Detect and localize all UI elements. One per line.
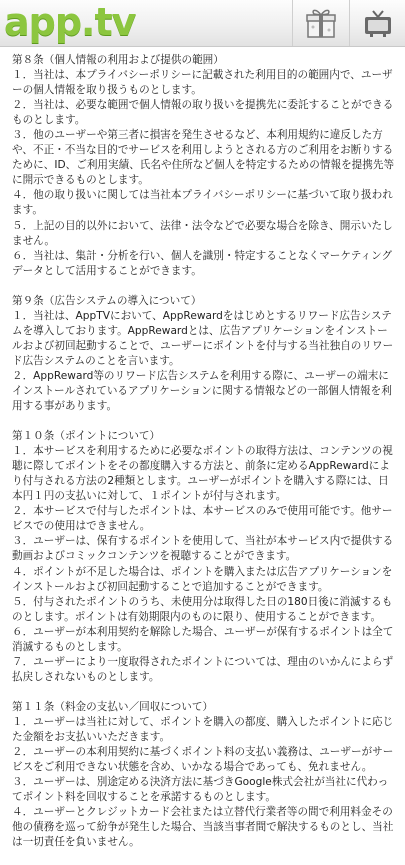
clause-text: ２．ユーザーの本利用契約に基づくポイント料の支払い義務は、ユーザーがサービスをご利用できない状態を含め、いかなる場合であっても、免れません。: [12, 746, 394, 774]
terms-content: [12, 53, 396, 865]
article-11: [12, 700, 396, 850]
article-title: 第１１条（料金の支払い／回収について）: [12, 700, 214, 713]
clause-text: ２．当社は、必要な範囲で個人情報の取り扱いを提携先に委託することができるものとします。: [12, 99, 394, 127]
clause-text: １．本サービスを利用するために必要なポイントの取得方法は、コンテンツの視聴に際してポイントをその都度購入する方法と、前条に定めるAppRewardにより付与される方法の2種類とします。ユーザーがポイントを購入する際には、日本円１円の支払いに対して、１ポイントが付与されます。: [12, 445, 393, 503]
clause-text: ６．ユーザーが本利用契約を解除した場合、ユーザーが保有するポイントは全て消滅するものとします。: [12, 625, 394, 653]
article-8: [12, 53, 396, 279]
article-title: 第９条（広告システムの導入について）: [12, 294, 202, 307]
tv-button[interactable]: [349, 0, 405, 46]
clause-text: ２．AppReward等のリワード広告システムを利用する際に、ユーザーの端末にインストールされているアプリケーションに関する情報などの一部個人情報を利用する事があります。: [12, 369, 392, 413]
clause-text: ３．ユーザーは、別途定める決済方法に基づきGoogle株式会社が当社に代わってポイント料を回収することを承諾するものとします。: [12, 776, 389, 804]
app-logo[interactable]: app.tv: [4, 0, 136, 44]
clause-text: ４．他の取り扱いに関しては当社本プライバシーポリシーに基づいて取り扱われます。: [12, 189, 393, 217]
clause-text: ５．上記の目的以外において、法律・法令などで必要な場合を除き、開示いたしません。: [12, 219, 393, 247]
tv-icon: [362, 8, 394, 38]
article-title: 第１０条（ポイントについて）: [12, 430, 161, 443]
gift-box-icon: [304, 6, 338, 40]
clause-text: ６．当社は、集計・分析を行い、個人を識別・特定することなくマーケティングデータとして活用することができます。: [12, 249, 393, 277]
app-header: [0, 0, 405, 47]
clause-text: ３．ユーザーは、保有するポイントを使用して、当社が本サービス内で提供する動画およびコミックコンテンツを視聴することができます。: [12, 535, 394, 563]
gift-button[interactable]: [292, 0, 349, 46]
article-title: 第８条（個人情報の利用および提供の範囲）: [12, 54, 224, 66]
clause-text: ４．ポイントが不足した場合は、ポイントを購入または広告アプリケーションをインストールおよび初回起動することで追加することができます。: [12, 565, 393, 593]
clause-text: ７．ユーザーにより一度取得されたポイントについては、理由のいかんによらず払戻しされないものとします。: [12, 655, 394, 683]
clause-text: ５．付与されたポイントのうち、未使用分は取得した日の180日後に消滅するものとします。ポイントは有効期限内のものに限り、使用することができます。: [12, 595, 393, 623]
article-10: [12, 429, 396, 685]
clause-text: ２．本サービスで付与したポイントは、本サービスのみで使用可能です。他サービスでの使用はできません。: [12, 505, 393, 533]
clause-text: ４．ユーザーとクレジットカード会社または立替代行業者等の間で利用料金その他の債務を巡って紛争が発生した場合、当該当事者間で解決するものとし、当社は一切責任を負いません。: [12, 806, 394, 849]
clause-text: １．当社は、本プライバシーポリシーに記載された利用目的の範囲内で、ユーザーの個人情報を取り扱うものとします。: [12, 69, 393, 97]
clause-text: １．当社は、AppTVにおいて、AppRewardをはじめとするリワード広告システムを導入しております。AppRewardとは、広告アプリケーションをインストールおよび初回起動することで、ユーザーにポイントを付与する当社独自のリワード広告システムのことを言います。: [12, 309, 394, 367]
article-9: [12, 294, 396, 414]
clause-text: １．ユーザーは当社に対して、ポイントを購入の都度、購入したポイントに応じた金額をお支払いいただきます。: [12, 715, 394, 743]
clause-text: ３．他のユーザーや第三者に損害を発生させるなど、本利用規約に違反した方や、不正・不当な目的でサービスを利用しようとされる方のご利用をお断りするために、ID、ご利用実績、氏名や住所など個人を特定するための情報を提携先等に開示できるものとします。: [12, 129, 395, 187]
